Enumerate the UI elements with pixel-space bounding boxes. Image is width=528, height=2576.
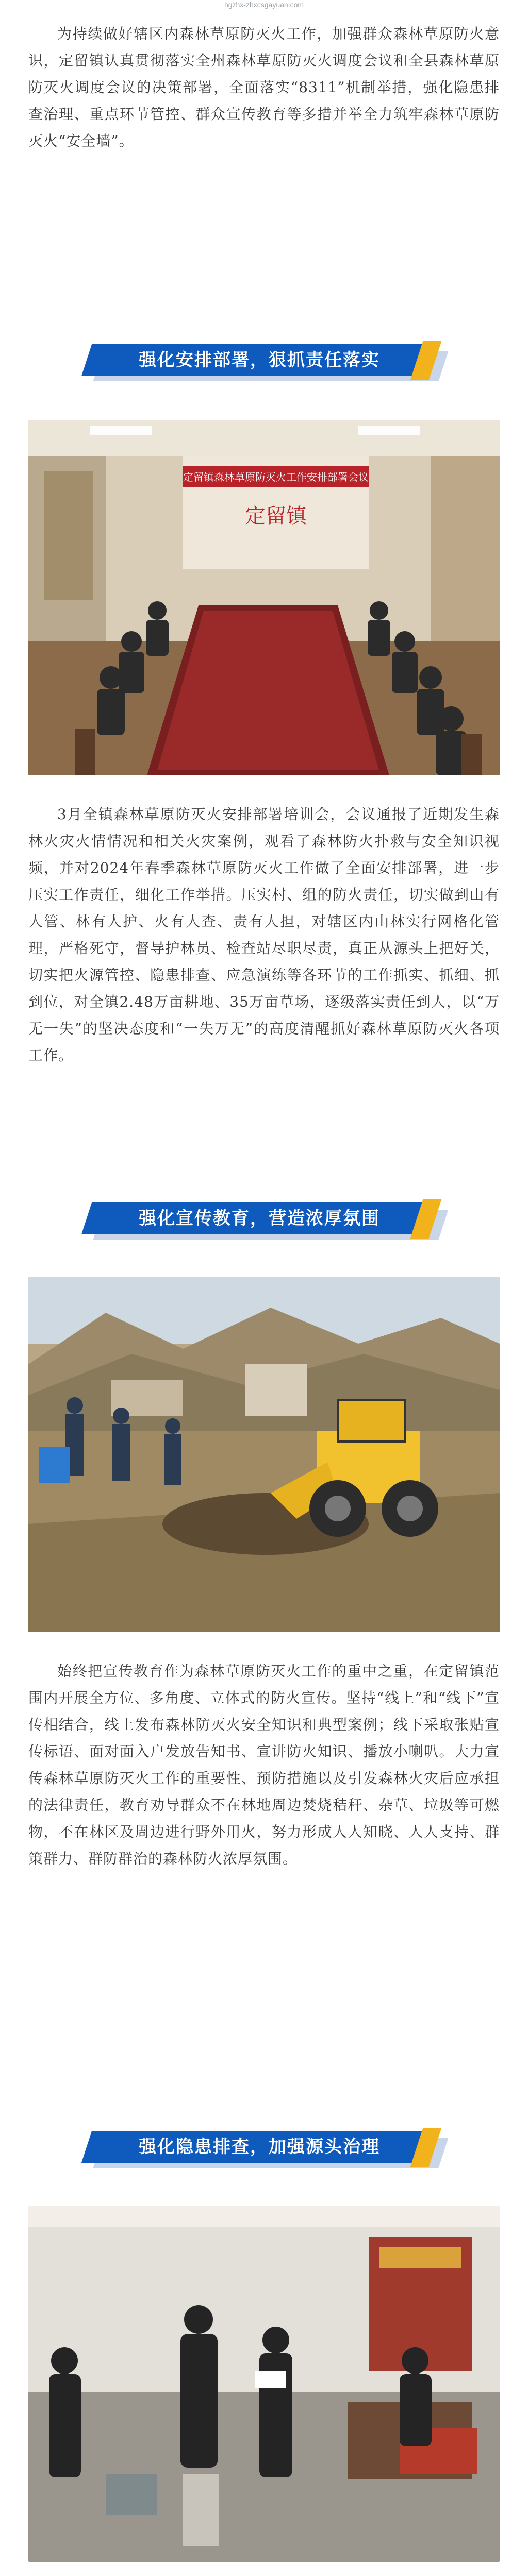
banner-text-in-photo: 定留镇森林草原防灭火工作安排部署会议 bbox=[183, 471, 369, 483]
inspection-photo bbox=[28, 2206, 500, 2562]
section-2-heading bbox=[78, 1194, 450, 1252]
intro-paragraph bbox=[28, 21, 500, 155]
section-1-heading bbox=[78, 336, 450, 394]
section-1-text: 3月全镇森林草原防灭火安排部署培训会，会议通报了近期发生森林火灾火情情况和相关火灾案例，观看了森林防火扑救与安全知识视频，并对2024年春季森林草原防灭火工作做了全面安排部署，进一步压实工作责任，细化工作举措。压实村、组的防火责任，切实做到山有人管、林有人护、火有人查、责有人担，对辖区内山林实行网格化管理，严格死守，督导护林员、检查站尽职尽责，真正从源头上把好关，切实把火源管控、隐患排查、应急演练等各环节的工作抓实、抓细、抓到位，对全镇2.48万亩耕地、35万亩草场，逐级落实责任到人，以“万无一失”的坚决态度和“一失万无”的高度清醒抓好森林草原防灭火各项工作。 bbox=[28, 806, 500, 1064]
section-3-title: 强化隐患排查，加强源头治理 bbox=[139, 2137, 380, 2157]
section-2-text: 始终把宣传教育作为森林草原防灭火工作的重中之重，在定留镇范围内开展全方位、多角度、立体式的防火宣传。坚持“线上”和“线下”宣传相结合，线上发布森林防灭火安全知识和典型案例；线下采取张贴宣传标语、面对面入户发放告知书、宣讲防火知识、播放小喇叭。大力宣传森林草原防灭火工作的重要性、预防措施以及引发森林火灾后应承担的法律责任，教育劝导群众不在林地周边焚烧秸秆、杂草、垃圾等可燃物，不在林区及周边进行野外用火，努力形成人人知晓、人人支持、群策群力、群防群治的森林防火浓厚氛围。 bbox=[28, 1663, 500, 1867]
section-2-title: 强化宣传教育，营造浓厚氛围 bbox=[139, 1209, 380, 1228]
source-url: hgzhx-zhxcsgayuan.com bbox=[224, 1, 304, 9]
section-2-paragraph bbox=[28, 1658, 500, 1872]
wall-sign-in-photo: 定留镇 bbox=[245, 504, 307, 528]
section-3-heading bbox=[78, 2123, 450, 2180]
field-work-photo bbox=[28, 1277, 500, 1632]
intro-text: 为持续做好辖区内森林草原防灭火工作，加强群众森林草原防火意识，定留镇认真贯彻落实全州森林草原防灭火调度会议和全县森林草原防灭火调度会议的决策部署，全面落实“8311”机制举措，强化隐患排查治理、重点环节管控、群众宣传教育等多措并举全力筑牢森林草原防灭火“安全墙”。 bbox=[28, 25, 500, 149]
section-1-title: 强化安排部署，狠抓责任落实 bbox=[139, 350, 380, 370]
section-1-paragraph bbox=[28, 801, 500, 1069]
meeting-photo bbox=[28, 420, 500, 775]
